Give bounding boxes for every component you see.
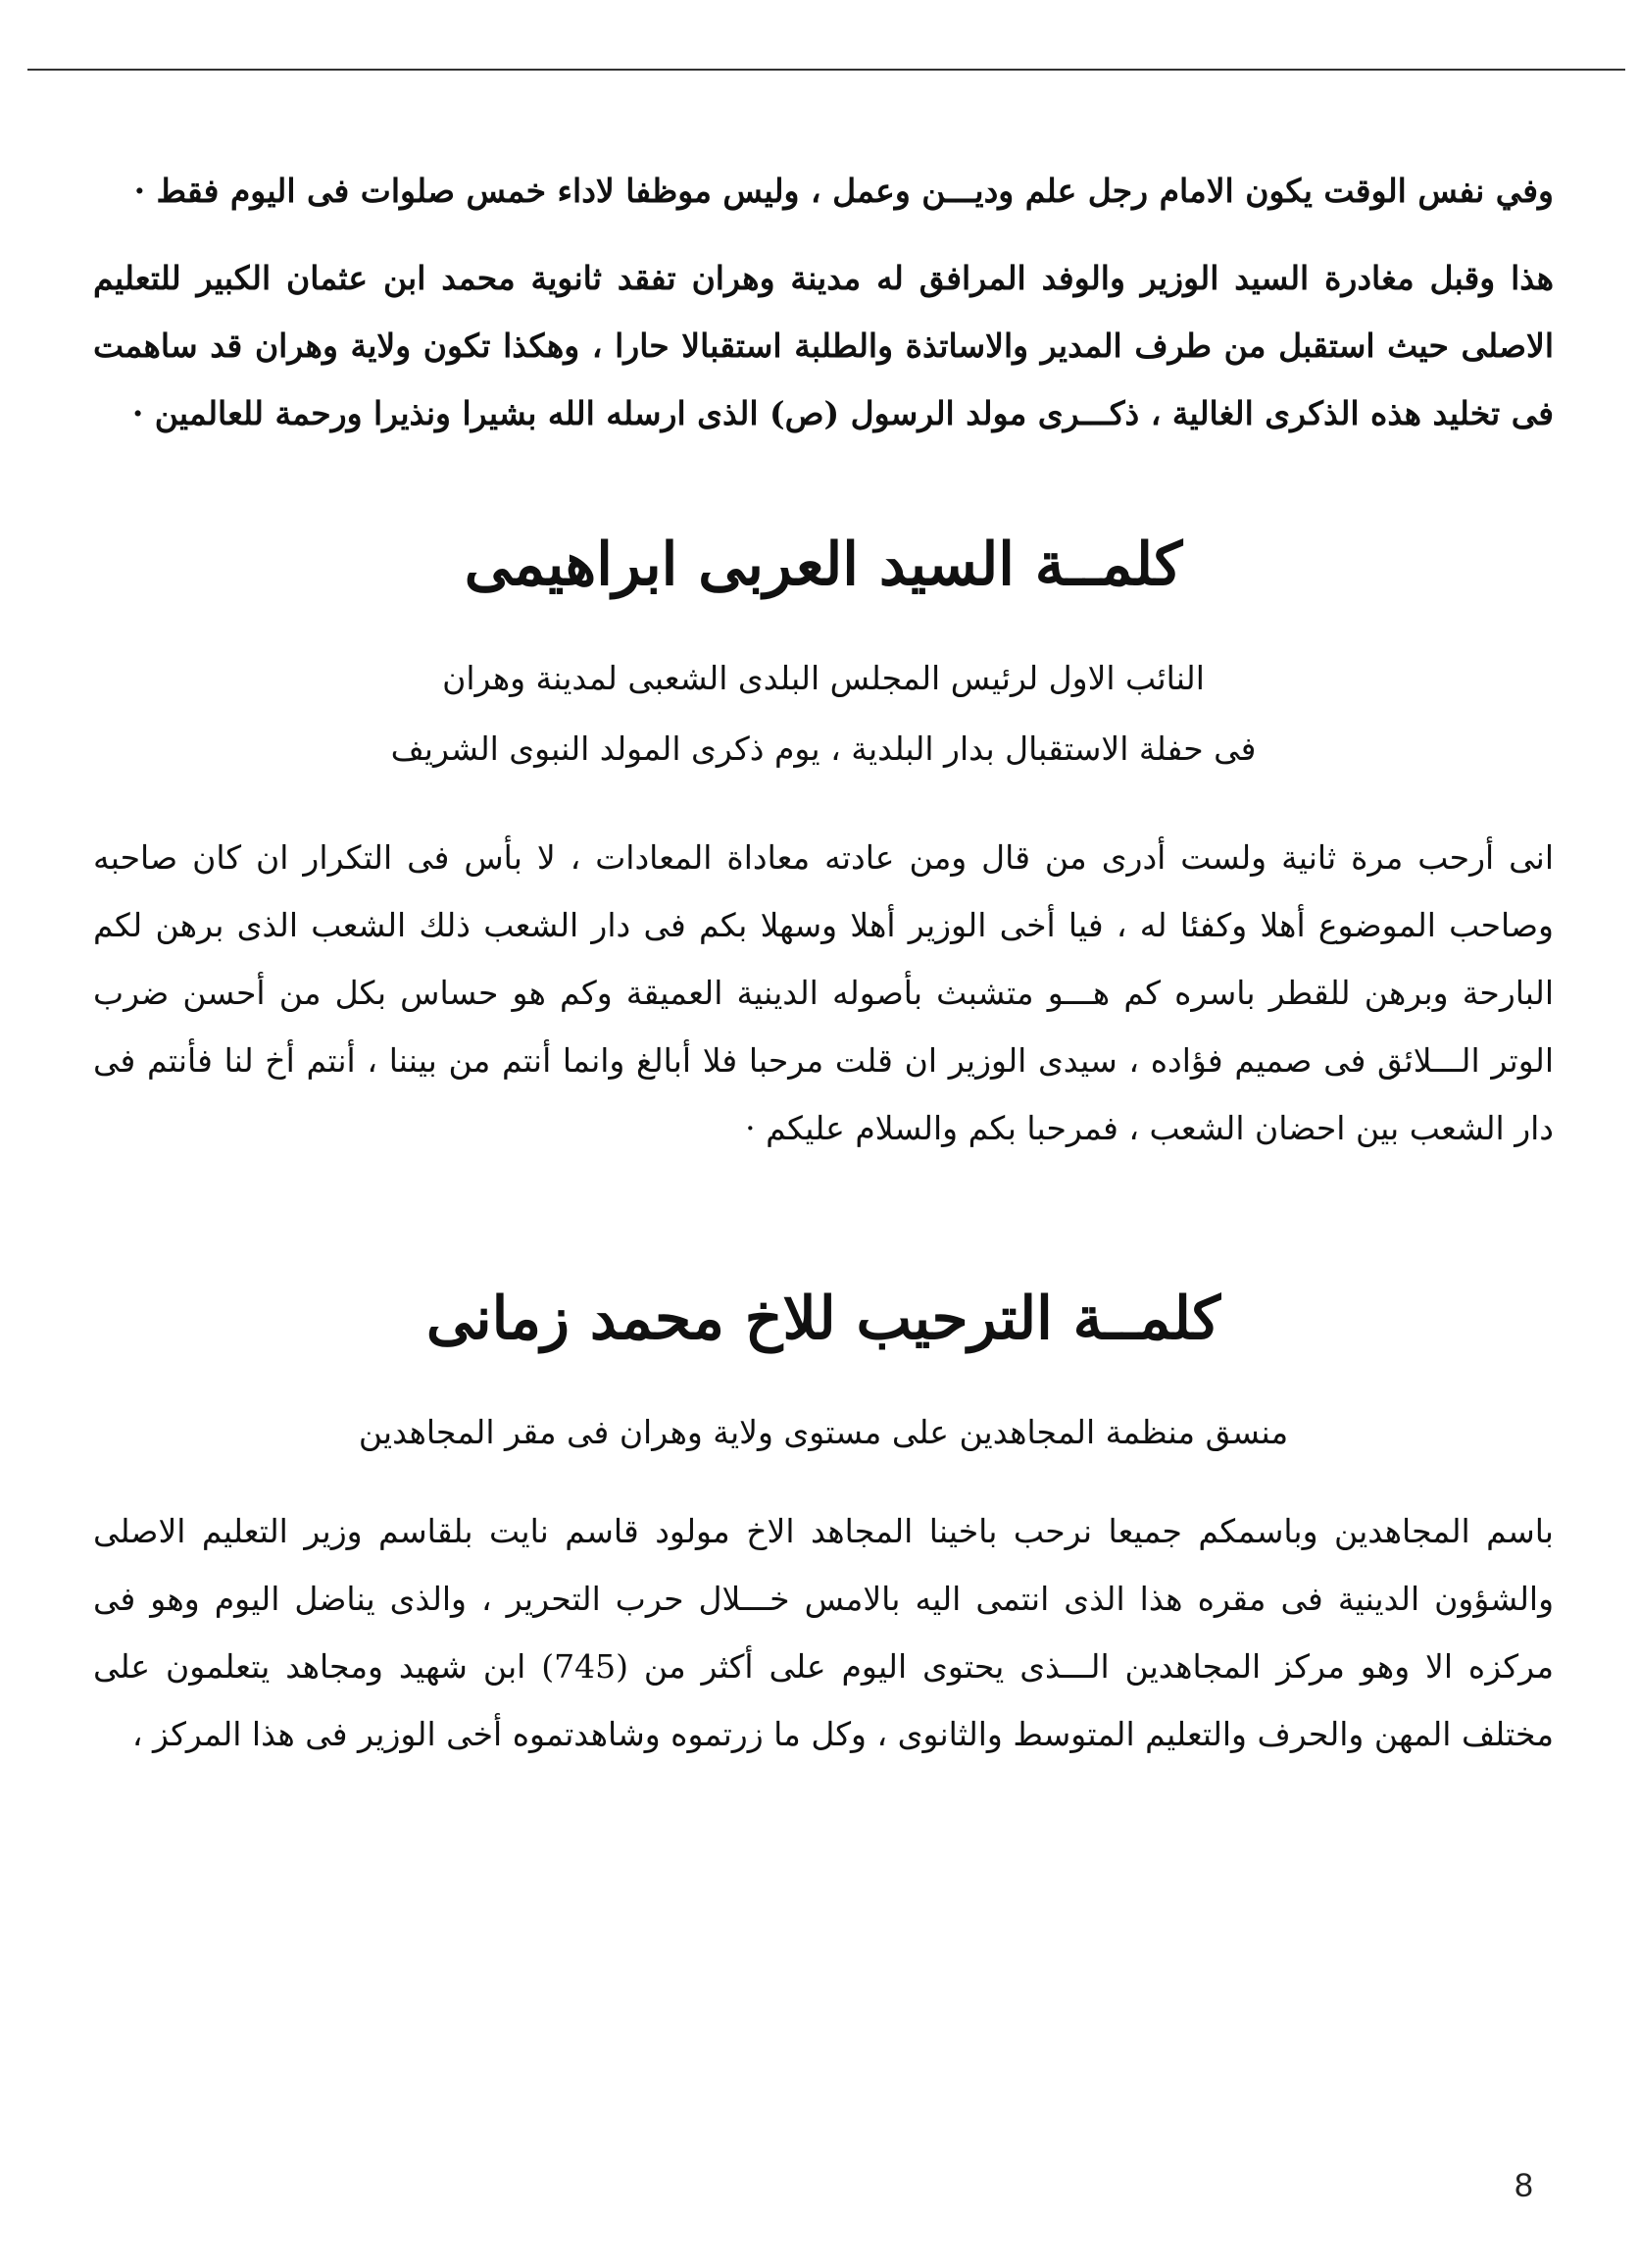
section-1-subtitle-1: النائب الاول لرئيس المجلس البلدى الشعبى لمدينة وهران xyxy=(442,659,1205,697)
page-content xyxy=(93,157,1554,1768)
section-1-subtitle-2: فى حفلة الاستقبال بدار البلدية ، يوم ذكرى المولد النبوى الشريف xyxy=(390,730,1257,768)
intro-paragraph-2: هذا وقبل مغادرة السيد الوزير والوفد المرافق له مدينة وهران تفقد ثانوية محمد ابن عثمان الكبير للتعليم الاصلى حيث استقبل من طرف المدير والاساتذة والطلبة استقبالا حارا ، وهكذا تكون ولاية وهران قد ساهمت فى تخليد هذه الذكرى الغالية ، ذكـــرى مولد الرسول (ص) الذى ارسله الله بشيرا ونذيرا ورحمة للعالمين · xyxy=(93,259,1554,432)
section-1-title: كلمــة السيد العربى ابراهيمى xyxy=(464,530,1183,599)
section-2-subtitle: منسق منظمة المجاهدين على مستوى ولاية وهران فى مقر المجاهدين xyxy=(358,1413,1289,1451)
intro-paragraph-1: وفي نفس الوقت يكون الامام رجل علم وديـــن وعمل ، وليس موظفا لاداء خمس صلوات فى اليوم فقط · xyxy=(133,172,1554,210)
page-number: 8 xyxy=(1515,2167,1533,2204)
top-divider xyxy=(27,69,1625,71)
section-2-body: باسم المجاهدين وباسمكم جميعا نرحب باخينا المجاهد الاخ مولود قاسم نايت بلقاسم وزير التعليم الاصلى والشؤون الدينية فى مقره هذا الذى انتمى اليه بالامس خـــلال حرب التحرير ، والذى يناضل اليوم وهو فى مركزه الا وهو مركز المجاهدين الـــذى يحتوى اليوم على أكثر من (745) ابن شهيد ومجاهد يتعلمون على مختلف المهن والحرف والتعليم المتوسط والثانوى ، وكل ما زرتموه وشاهدتموه أخى الوزير فى هذا المركز ، xyxy=(93,1512,1554,1753)
section-1-body: انى أرحب مرة ثانية ولست أدرى من قال ومن عادته معاداة المعادات ، لا بأس فى التكرار ان كان صاحبه وصاحب الموضوع أهلا وكفئا له ، فيا أخى الوزير أهلا وسهلا بكم فى دار الشعب ذلك الشعب الذى برهن لكم البارحة وبرهن للقطر باسره كم هـــو متشبث بأصوله الدينية العميقة وكم هو حساس بكل من أحسن ضرب الوتر الـــلائق فى صميم فؤاده ، سيدى الوزير ان قلت مرحبا فلا أبالغ وانما أنتم من بيننا ، أنتم أخ لنا فأنتم فى دار الشعب بين احضان الشعب ، فمرحبا بكم والسلام عليكم · xyxy=(93,838,1554,1147)
section-2-title: كلمــة الترحيب للاخ محمد زمانى xyxy=(425,1285,1221,1353)
